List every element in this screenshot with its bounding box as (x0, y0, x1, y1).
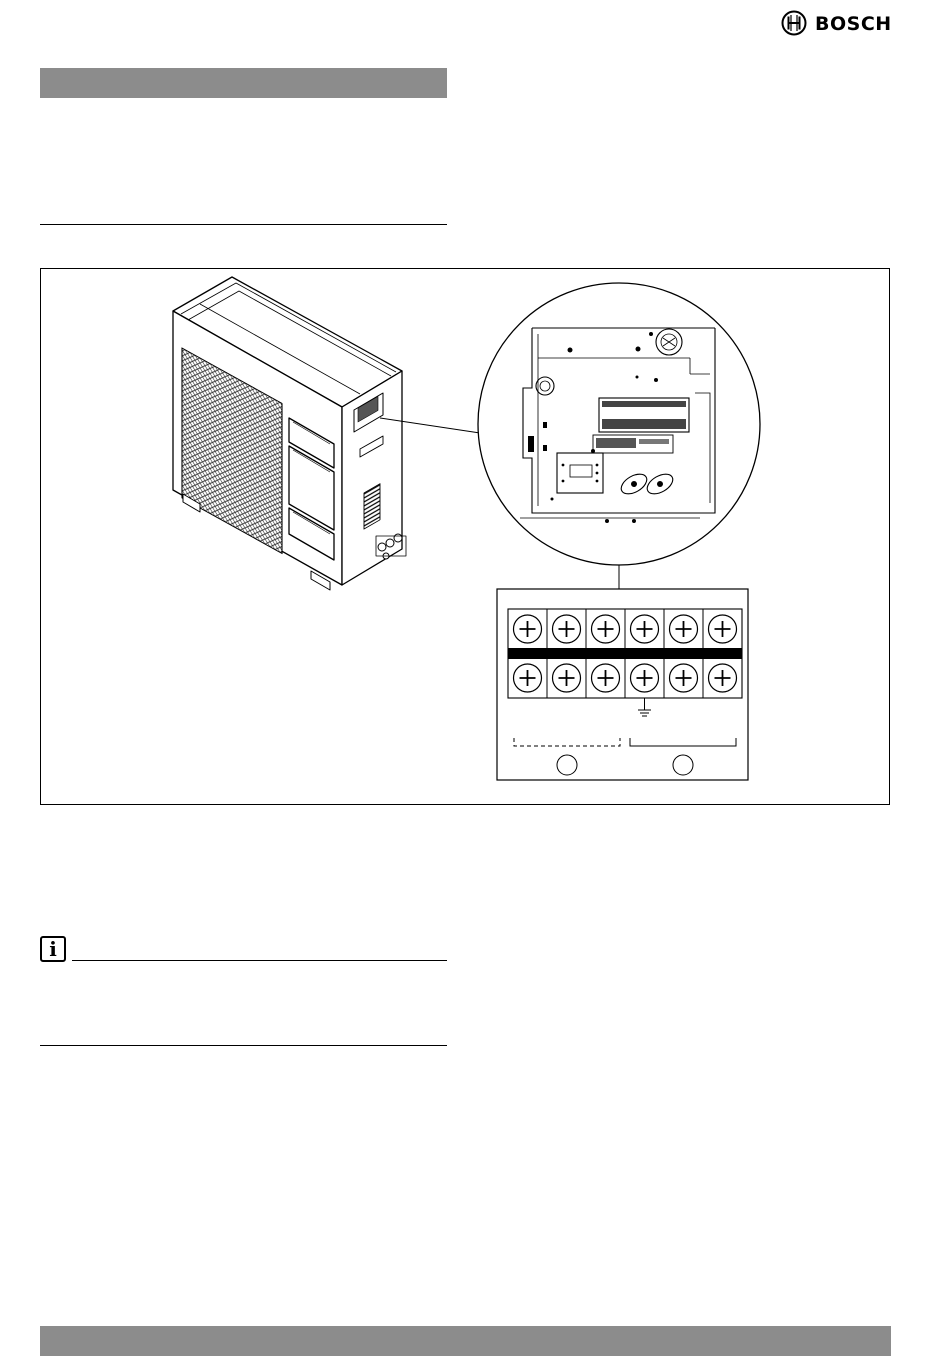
info-note-rule (72, 960, 447, 961)
terminal-block-detail (497, 589, 748, 780)
screw-bottom-2 (553, 664, 581, 692)
screw-bottom-6 (709, 664, 737, 692)
terminal-box-callout (478, 283, 760, 565)
bosch-logo (781, 10, 901, 38)
screw-top-1 (514, 615, 542, 643)
callout-marker-left (557, 755, 577, 775)
section-divider (40, 224, 447, 225)
screw-bottom-3 (592, 664, 620, 692)
screw-top-6 (709, 615, 737, 643)
callout-marker-right (673, 755, 693, 775)
bosch-armature-icon (781, 10, 809, 38)
screw-top-3 (592, 615, 620, 643)
screw-bottom-5 (670, 664, 698, 692)
screw-top-5 (670, 615, 698, 643)
section-header-bar (40, 68, 447, 98)
section-divider-2 (40, 1045, 447, 1046)
screw-bottom-1 (514, 664, 542, 692)
footer-bar (40, 1326, 891, 1356)
screw-bottom-4 (631, 664, 659, 692)
screw-top-4 (631, 615, 659, 643)
info-icon: i (40, 936, 66, 962)
screw-top-2 (553, 615, 581, 643)
brand-name: BOSCH (815, 13, 892, 35)
outdoor-unit-illustration (173, 277, 406, 590)
outdoor-unit-wiring-figure (40, 268, 890, 805)
